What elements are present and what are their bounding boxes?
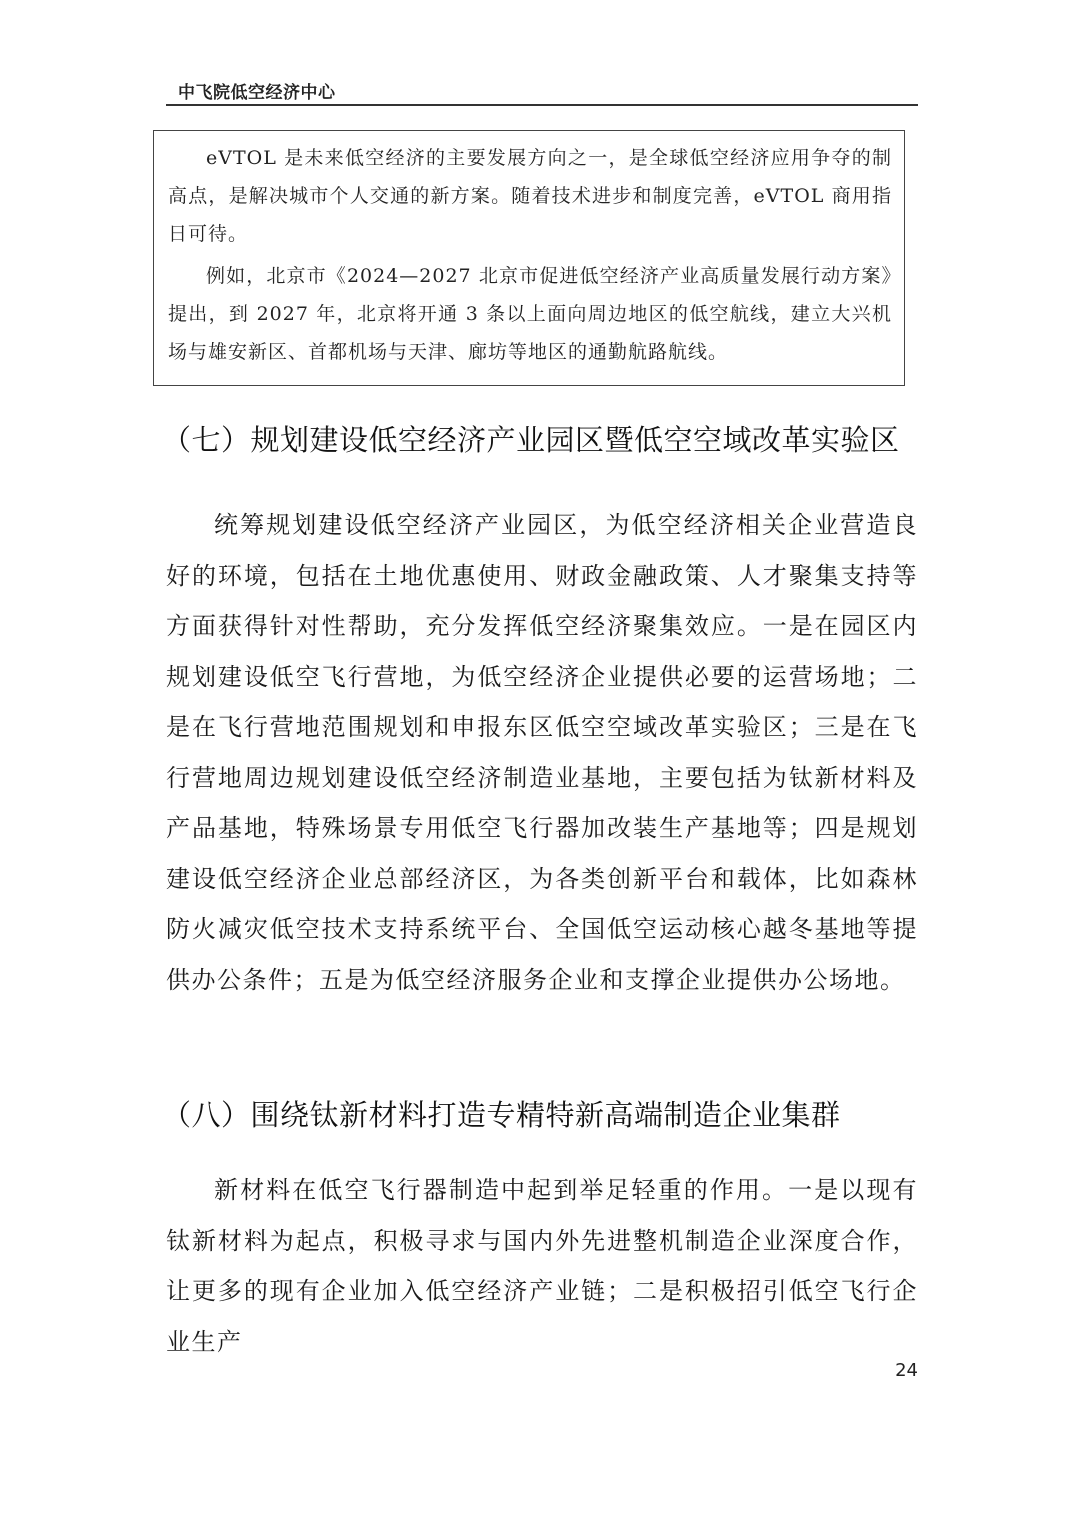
document-header-title: 中飞院低空经济中心 [178,83,336,103]
section-7-body: 统筹规划建设低空经济产业园区，为低空经济相关企业营造良好的环境，包括在土地优惠使用、财政金融政策、人才聚集支持等方面获得针对性帮助，充分发挥低空经济聚集效应。一是在园区内规划建设低空飞行营地，为低空经济企业提供必要的运营场地；二是在飞行营地范围规划和申报东区低空空域改革实验区；三是在飞行营地周边规划建设低空经济制造业基地，主要包括为钛新材料及产品基地，特殊场景专用低空飞行器加改装生产基地等；四是规划建设低空经济企业总部经济区，为各类创新平台和载体，比如森林防火减灾低空技术支持系统平台、全国低空运动核心越冬基地等提供办公条件；五是为低空经济服务企业和支撑企业提供办公场地。 [166,511,918,994]
page-number: 24 [895,1360,918,1381]
callout-box [153,130,905,386]
callout-paragraph-beijing-example: 例如，北京市《2024—2027 北京市促进低空经济产业高质量发展行动方案》提出，到 2027 年，北京将开通 3 条以上面向周边地区的低空航线，建立大兴机场与雄安新区、首都机场与天津、廊坊等地区的通勤航路航线。 [168,265,892,363]
section-heading-7: （七）规划建设低空经济产业园区暨低空空域改革实验区 [162,423,900,457]
section-heading-8: （八）围绕钛新材料打造专精特新高端制造企业集群 [162,1098,841,1132]
callout-paragraph-evtol: eVTOL 是未来低空经济的主要发展方向之一，是全球低空经济应用争夺的制高点，是解决城市个人交通的新方案。随着技术进步和制度完善，eVTOL 商用指日可待。 [168,147,892,245]
section-8-body: 新材料在低空飞行器制造中起到举足轻重的作用。一是以现有钛新材料为起点，积极寻求与国内外先进整机制造企业深度合作，让更多的现有企业加入低空经济产业链；二是积极招引低空飞行企业生产 [166,1176,918,1356]
header-divider [166,104,918,106]
